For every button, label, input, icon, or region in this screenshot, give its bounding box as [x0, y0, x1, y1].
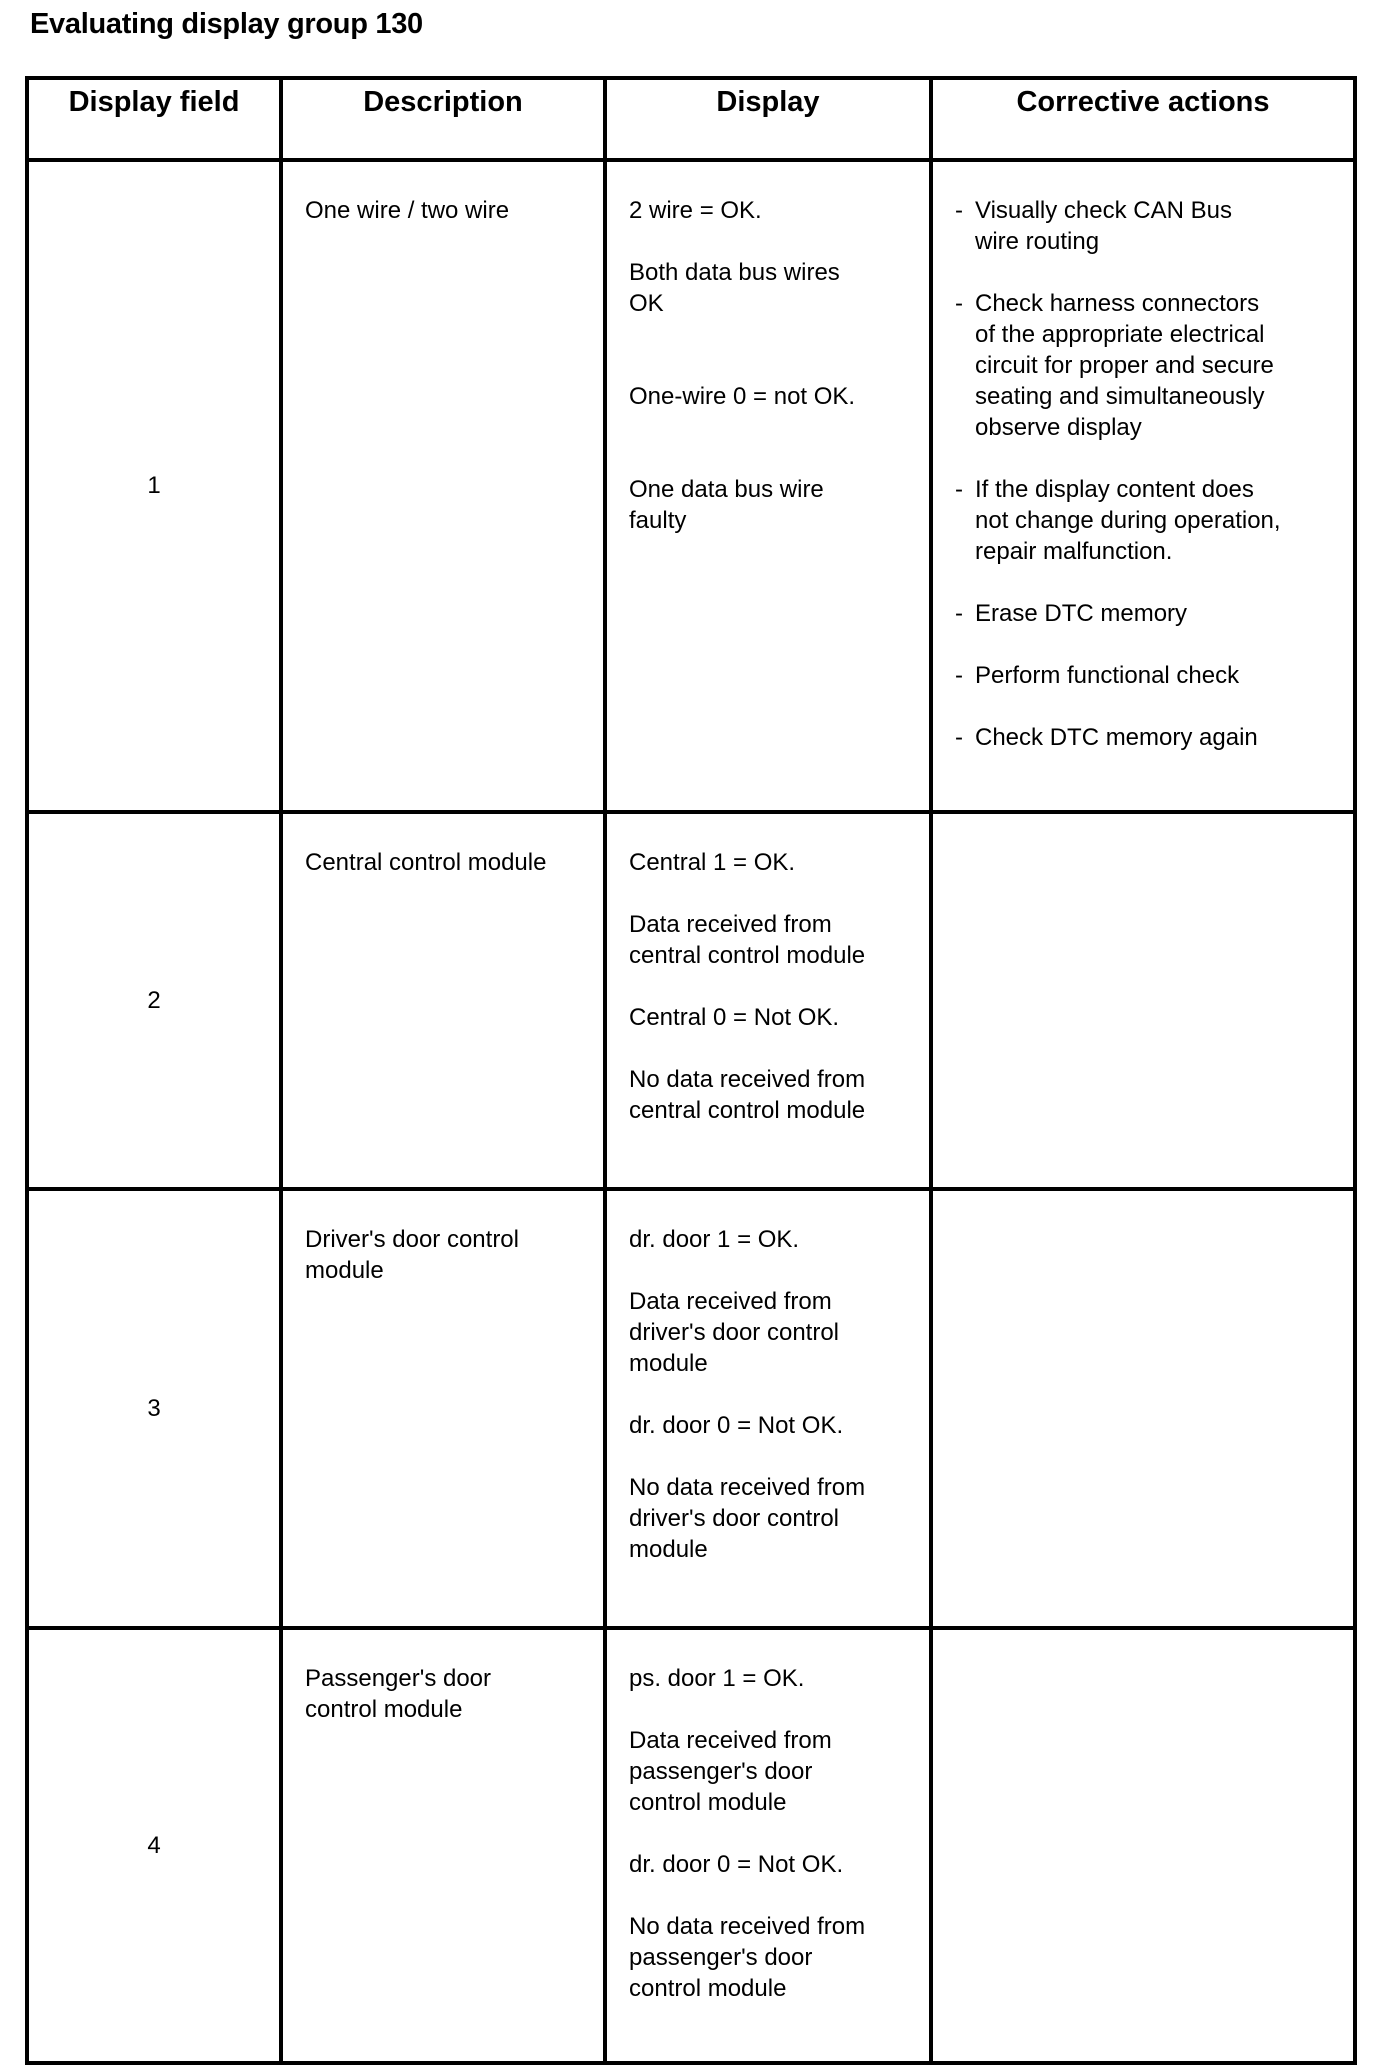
display-text: One-wire 0 = not OK.: [629, 383, 856, 410]
display-cell: [605, 812, 931, 1189]
header-corrective-actions: Corrective actions: [931, 78, 1355, 160]
display-text: dr. door 0 = Not OK.: [629, 1851, 844, 1878]
table-row: [27, 812, 1355, 1189]
bullet-dash: -: [955, 662, 963, 689]
action-item: [955, 598, 1333, 629]
action-text: Check harness connectors of the appropriate electrical circuit for proper and secure seating and simultaneously observe display: [975, 290, 1274, 441]
action-item: [955, 288, 1333, 443]
bullet-dash: -: [955, 290, 963, 317]
display-text: One data bus wire faulty: [629, 476, 824, 534]
action-text: Visually check CAN Bus wire routing: [975, 197, 1232, 255]
header-row: [27, 78, 1355, 160]
display-field-cell: 4: [27, 1628, 281, 2063]
action-item: [955, 722, 1333, 753]
corrective-actions-cell: [931, 1189, 1355, 1628]
bullet-dash: -: [955, 600, 963, 627]
display-cell: [605, 1189, 931, 1628]
description-cell: [281, 1628, 605, 2063]
table-row: [27, 1628, 1355, 2063]
action-item: [955, 660, 1333, 691]
corrective-actions-cell: [931, 160, 1355, 812]
action-text: Check DTC memory again: [975, 724, 1258, 751]
display-text: Data received from central control module: [629, 911, 866, 969]
action-item: [955, 195, 1333, 257]
display-field-cell: 2: [27, 812, 281, 1189]
display-text: No data received from passenger's door control module: [629, 1913, 866, 2002]
display-field-cell: 3: [27, 1189, 281, 1628]
description-text: Driver's door control module: [305, 1226, 519, 1284]
display-cell: [605, 160, 931, 812]
header-display-field: Display field: [27, 78, 281, 160]
action-item: [955, 474, 1333, 567]
action-text: If the display content does not change during operation, repair malfunction.: [975, 476, 1281, 565]
header-description: Description: [281, 78, 605, 160]
corrective-actions-cell: [931, 812, 1355, 1189]
header-display: Display: [605, 78, 931, 160]
bullet-dash: -: [955, 476, 963, 503]
display-text: 2 wire = OK.: [629, 197, 762, 224]
page-title: Evaluating display group 130: [30, 8, 423, 40]
description-cell: [281, 812, 605, 1189]
action-text: Erase DTC memory: [975, 600, 1188, 627]
display-text: dr. door 1 = OK.: [629, 1226, 800, 1253]
display-cell: [605, 1628, 931, 2063]
display-text: Both data bus wires OK: [629, 259, 840, 317]
bullet-dash: -: [955, 197, 963, 224]
description-text: Central control module: [305, 849, 547, 876]
display-field-cell: 1: [27, 160, 281, 812]
display-text: ps. door 1 = OK.: [629, 1665, 805, 1692]
display-text: Data received from passenger's door control module: [629, 1727, 832, 1816]
description-cell: [281, 160, 605, 812]
display-text: dr. door 0 = Not OK.: [629, 1412, 844, 1439]
corrective-actions-cell: [931, 1628, 1355, 2063]
description-cell: [281, 1189, 605, 1628]
display-group-table: [25, 76, 1357, 2065]
description-text: Passenger's door control module: [305, 1665, 492, 1723]
display-text: Data received from driver's door control module: [629, 1288, 839, 1377]
table-row: [27, 1189, 1355, 1628]
action-text: Perform functional check: [975, 662, 1240, 689]
table-row: [27, 160, 1355, 812]
bullet-dash: -: [955, 724, 963, 751]
display-text: Central 0 = Not OK.: [629, 1004, 840, 1031]
display-text: No data received from central control module: [629, 1066, 866, 1124]
display-text: Central 1 = OK.: [629, 849, 796, 876]
display-text: No data received from driver's door control module: [629, 1474, 866, 1563]
description-text: One wire / two wire: [305, 197, 510, 224]
